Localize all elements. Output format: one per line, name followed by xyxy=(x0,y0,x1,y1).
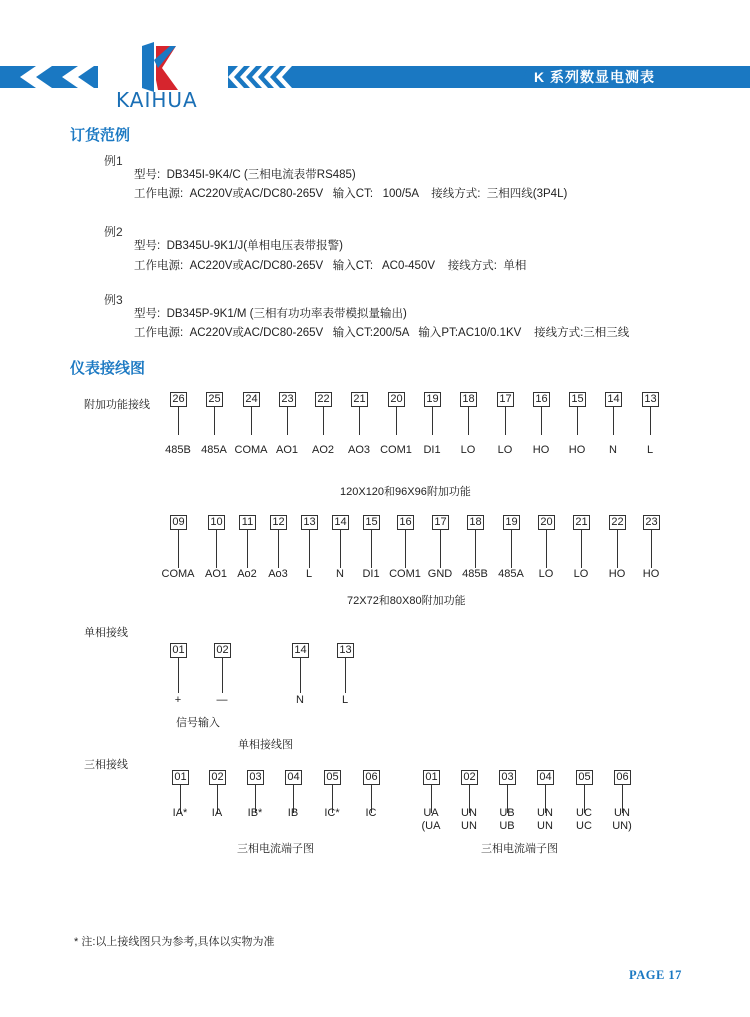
example-2-label: 例2 xyxy=(104,225,123,239)
terminal-lead xyxy=(396,407,397,435)
terminal-13: 13 xyxy=(301,515,318,530)
terminal-23: 23 xyxy=(279,392,296,407)
terminal-lead xyxy=(505,407,506,435)
wiring-heading: 仪表接线图 xyxy=(70,360,146,377)
example-1-spec: 工作电源: AC220V或AC/DC80-265V 输入CT: 100/5A 接线方式: 三相四线(3P4L) xyxy=(134,188,568,200)
terminal-20: 20 xyxy=(388,392,405,407)
terminal-12: 12 xyxy=(270,515,287,530)
terminal-04: 04 xyxy=(537,770,554,785)
terminal-label: 485B xyxy=(462,568,488,580)
terminal-17: 17 xyxy=(497,392,514,407)
terminal-02: 02 xyxy=(209,770,226,785)
terminal-label: IB* xyxy=(247,807,263,819)
terminal-05: 05 xyxy=(576,770,593,785)
terminal-label: LO xyxy=(573,568,589,580)
terminal-label: IC xyxy=(365,807,377,819)
terminal-label: IA* xyxy=(172,807,188,819)
terminal-06: 06 xyxy=(614,770,631,785)
terminal-label: DI1 xyxy=(423,444,441,456)
terminal-label: L xyxy=(341,694,349,706)
terminal-lead xyxy=(511,530,512,568)
terminal-lead xyxy=(541,407,542,435)
terminal-label: 485A xyxy=(498,568,524,580)
terminal-lead xyxy=(214,407,215,435)
terminal-label: Ao3 xyxy=(268,568,288,580)
example-1-model: 型号: DB345I-9K4/C (三相电流表带RS485) xyxy=(134,169,356,181)
terminal-label: COMA xyxy=(234,444,268,456)
three-phase-voltage-caption: 三相电流端子图 xyxy=(481,843,558,855)
terminal-lead xyxy=(651,530,652,568)
terminal-lead xyxy=(178,658,179,693)
terminal-lead xyxy=(216,530,217,568)
terminal-16: 16 xyxy=(397,515,414,530)
terminal-label: DI1 xyxy=(362,568,380,580)
terminal-21: 21 xyxy=(351,392,368,407)
terminal-label: LO xyxy=(497,444,513,456)
terminal-lead xyxy=(178,407,179,435)
terminal-label: AO3 xyxy=(347,444,370,456)
terminal-14: 14 xyxy=(605,392,622,407)
example-2-model: 型号: DB345U-9K1/J(单相电压表带报警) xyxy=(134,240,343,252)
example-2-spec: 工作电源: AC220V或AC/DC80-265V 输入CT: AC0-450V 接线方式: 单相 xyxy=(134,260,527,272)
terminal-05: 05 xyxy=(324,770,341,785)
terminal-01: 01 xyxy=(170,643,187,658)
page-number: PAGE 17 xyxy=(629,968,682,982)
terminal-22: 22 xyxy=(315,392,332,407)
terminal-label: AO1 xyxy=(275,444,298,456)
series-title: K 系列数显电测表 xyxy=(534,69,655,85)
terminal-11: 11 xyxy=(239,515,256,530)
order-examples-heading: 订货范例 xyxy=(70,127,131,144)
terminal-22: 22 xyxy=(609,515,626,530)
terminal-label: N xyxy=(609,444,617,456)
terminal-23: 23 xyxy=(643,515,660,530)
terminal-lead xyxy=(581,530,582,568)
terminal-lead xyxy=(345,658,346,693)
terminal-lead xyxy=(247,530,248,568)
terminal-lead xyxy=(251,407,252,435)
footnote: * 注:以上接线图只为参考,具体以实物为准 xyxy=(74,936,275,948)
terminal-03: 03 xyxy=(499,770,516,785)
terminal-lead xyxy=(546,530,547,568)
terminal-01: 01 xyxy=(423,770,440,785)
terminal-04: 04 xyxy=(285,770,302,785)
terminal-16: 16 xyxy=(533,392,550,407)
terminal-25: 25 xyxy=(206,392,223,407)
terminal-label: N xyxy=(296,694,304,706)
terminal-26: 26 xyxy=(170,392,187,407)
terminal-lead xyxy=(613,407,614,435)
aux-120-caption: 120X120和96X96附加功能 xyxy=(340,486,471,498)
terminal-lead xyxy=(650,407,651,435)
terminal-label: N xyxy=(336,568,344,580)
terminal-lead xyxy=(359,407,360,435)
terminal-label: UC UC xyxy=(576,807,592,832)
terminal-label: AO1 xyxy=(204,568,227,580)
terminal-label: LO xyxy=(460,444,476,456)
terminal-label: LO xyxy=(538,568,554,580)
terminal-lead xyxy=(323,407,324,435)
terminal-09: 09 xyxy=(170,515,187,530)
terminal-label: IC* xyxy=(324,807,340,819)
terminal-label: COMA xyxy=(161,568,195,580)
single-phase-caption: 单相接线图 xyxy=(238,739,293,751)
terminal-lead xyxy=(309,530,310,568)
example-3-spec: 工作电源: AC220V或AC/DC80-265V 输入CT:200/5A 输入PT:AC10/0.1KV 接线方式:三相三线 xyxy=(134,327,630,339)
terminal-lead xyxy=(440,530,441,568)
terminal-lead xyxy=(405,530,406,568)
terminal-14: 14 xyxy=(332,515,349,530)
terminal-label: + xyxy=(174,694,182,706)
terminal-lead xyxy=(287,407,288,435)
terminal-21: 21 xyxy=(573,515,590,530)
terminal-lead xyxy=(468,407,469,435)
aux-wiring-label: 附加功能接线 xyxy=(84,399,150,411)
terminal-label: COM1 xyxy=(389,568,421,580)
three-phase-current-caption: 三相电流端子图 xyxy=(237,843,314,855)
terminal-label: — xyxy=(216,694,228,706)
terminal-18: 18 xyxy=(460,392,477,407)
terminal-label: 485B xyxy=(165,444,191,456)
terminal-02: 02 xyxy=(214,643,231,658)
terminal-01: 01 xyxy=(172,770,189,785)
terminal-19: 19 xyxy=(503,515,520,530)
terminal-lead xyxy=(340,530,341,568)
terminal-lead xyxy=(278,530,279,568)
terminal-02: 02 xyxy=(461,770,478,785)
terminal-lead xyxy=(222,658,223,693)
example-1-label: 例1 xyxy=(104,154,123,168)
terminal-label: AO2 xyxy=(311,444,334,456)
terminal-lead xyxy=(300,658,301,693)
terminal-lead xyxy=(371,530,372,568)
terminal-label: Ao2 xyxy=(237,568,257,580)
terminal-10: 10 xyxy=(208,515,225,530)
terminal-lead xyxy=(178,530,179,568)
terminal-20: 20 xyxy=(538,515,555,530)
single-phase-label: 单相接线 xyxy=(84,627,128,639)
terminal-15: 15 xyxy=(363,515,380,530)
terminal-label: UN UN xyxy=(537,807,553,832)
terminal-13: 13 xyxy=(642,392,659,407)
terminal-label: HO xyxy=(568,444,586,456)
terminal-label: UA (UA xyxy=(421,807,441,832)
terminal-18: 18 xyxy=(467,515,484,530)
terminal-lead xyxy=(617,530,618,568)
terminal-24: 24 xyxy=(243,392,260,407)
terminal-label: UN UN) xyxy=(612,807,632,832)
example-3-label: 例3 xyxy=(104,293,123,307)
brand-name: KAIHUA xyxy=(116,88,198,112)
terminal-label: COM1 xyxy=(380,444,412,456)
terminal-17: 17 xyxy=(432,515,449,530)
terminal-13: 13 xyxy=(337,643,354,658)
terminal-label: UB UB xyxy=(499,807,515,832)
terminal-label: L xyxy=(305,568,313,580)
terminal-label: GND xyxy=(427,568,453,580)
terminal-lead xyxy=(577,407,578,435)
terminal-03: 03 xyxy=(247,770,264,785)
three-phase-label: 三相接线 xyxy=(84,759,128,771)
terminal-14: 14 xyxy=(292,643,309,658)
terminal-19: 19 xyxy=(424,392,441,407)
terminal-label: L xyxy=(646,444,654,456)
terminal-lead xyxy=(432,407,433,435)
signal-input-label: 信号输入 xyxy=(176,717,220,729)
terminal-label: 485A xyxy=(201,444,227,456)
terminal-label: IB xyxy=(287,807,299,819)
terminal-label: HO xyxy=(532,444,550,456)
terminal-label: HO xyxy=(642,568,660,580)
terminal-15: 15 xyxy=(569,392,586,407)
example-3-model: 型号: DB345P-9K1/M (三相有功功率表带模拟量输出) xyxy=(134,308,407,320)
terminal-label: HO xyxy=(608,568,626,580)
terminal-label: IA xyxy=(211,807,223,819)
aux-72-caption: 72X72和80X80附加功能 xyxy=(347,595,466,607)
terminal-06: 06 xyxy=(363,770,380,785)
terminal-label: UN UN xyxy=(461,807,477,832)
terminal-lead xyxy=(475,530,476,568)
